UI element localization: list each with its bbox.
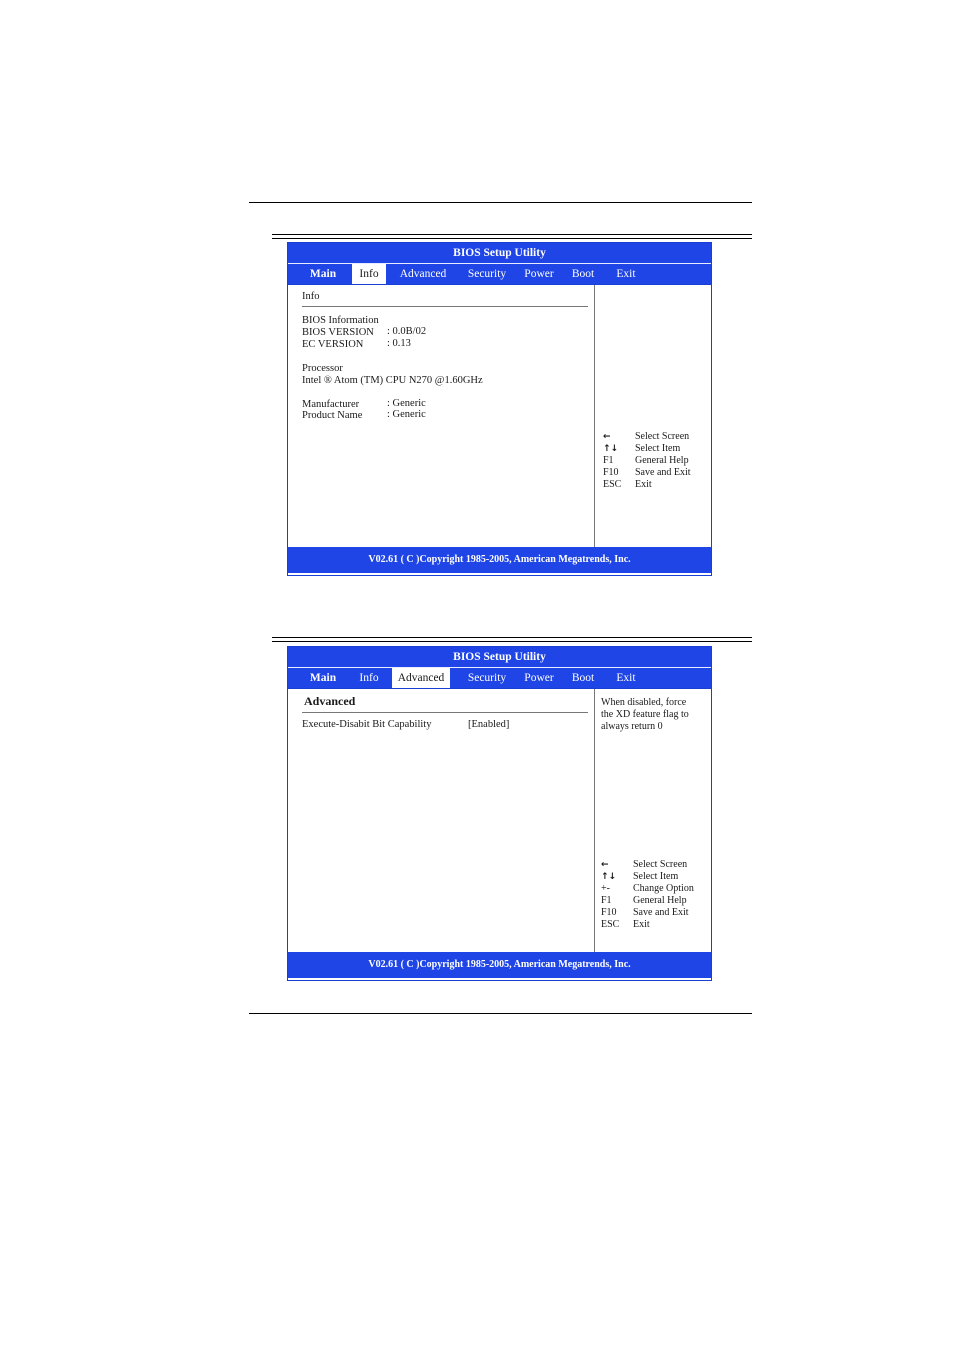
tab-exit[interactable]: Exit [616, 268, 636, 280]
left-arrow-icon: ← [601, 860, 609, 870]
section-title: Info [302, 291, 320, 302]
key-desc: Save and Exit [633, 907, 689, 918]
key-desc: Select Item [635, 443, 681, 454]
section-divider [302, 306, 588, 307]
tab-security[interactable]: Security [467, 672, 507, 684]
key-name: F1 [601, 895, 612, 906]
up-down-arrow-icon: ↑↓ [601, 872, 617, 882]
bios-screen-advanced [287, 646, 712, 981]
help-text-line: the XD feature flag to [601, 709, 689, 720]
figure1-top-rule [272, 234, 752, 239]
bios-info-heading: BIOS Information [302, 315, 379, 326]
key-name: ESC [601, 919, 620, 930]
bios-tab-bar [288, 667, 711, 688]
tab-main[interactable]: Main [309, 268, 337, 280]
section-title: Advanced [304, 694, 356, 708]
help-panel [595, 689, 711, 952]
key-name: F1 [603, 455, 614, 466]
tab-main[interactable]: Main [309, 672, 337, 684]
key-name: F10 [603, 467, 619, 478]
product-name-label: Product Name [302, 410, 363, 421]
bios-title: BIOS Setup Utility [288, 647, 711, 667]
bios-version-label: BIOS VERSION [302, 327, 374, 338]
tab-security[interactable]: Security [467, 268, 507, 280]
section-divider [302, 712, 588, 713]
copyright-footer: V02.61 ( C )Copyright 1985-2005, American Megatrends, Inc. [288, 952, 711, 978]
bios-title: BIOS Setup Utility [288, 243, 711, 263]
tab-advanced[interactable]: Advanced [399, 268, 447, 280]
tab-boot[interactable]: Boot [571, 268, 595, 280]
key-desc: Exit [635, 479, 652, 490]
bios-tab-bar [288, 263, 711, 284]
tab-power[interactable]: Power [524, 268, 554, 280]
key-name: +- [601, 883, 610, 894]
copyright-footer: V02.61 ( C )Copyright 1985-2005, American Megatrends, Inc. [288, 547, 711, 573]
processor-value: Intel ® Atom (TM) CPU N270 @1.60GHz [302, 375, 483, 386]
bios-screen-info [287, 242, 712, 576]
ec-version-value: : 0.13 [387, 338, 411, 349]
up-down-arrow-icon: ↑↓ [603, 444, 619, 454]
product-name-value: : Generic [387, 409, 426, 420]
bios-body [288, 688, 711, 952]
advanced-panel [288, 689, 595, 952]
manufacturer-value: : Generic [387, 398, 426, 409]
tab-exit[interactable]: Exit [616, 672, 636, 684]
tab-boot[interactable]: Boot [571, 672, 595, 684]
tab-power[interactable]: Power [524, 672, 554, 684]
tab-info[interactable]: Info [352, 264, 386, 284]
info-panel [288, 285, 595, 547]
key-name: ESC [603, 479, 622, 490]
tab-advanced[interactable]: Advanced [392, 668, 450, 688]
key-desc: Save and Exit [635, 467, 691, 478]
xd-option-value[interactable]: [Enabled] [468, 719, 510, 730]
help-panel [595, 285, 711, 547]
xd-option-label[interactable]: Execute-Disabit Bit Capability [302, 719, 432, 730]
tab-info[interactable]: Info [359, 672, 379, 684]
figure2-top-rule [272, 637, 752, 642]
bios-body [288, 284, 711, 547]
bios-version-value: : 0.0B/02 [387, 326, 427, 337]
processor-heading: Processor [302, 363, 343, 374]
key-desc: Select Screen [633, 859, 688, 870]
key-name: F10 [601, 907, 617, 918]
left-arrow-icon: ← [603, 432, 611, 442]
help-text-line: When disabled, force [601, 697, 687, 708]
key-desc: General Help [635, 455, 689, 466]
ec-version-label: EC VERSION [302, 339, 364, 350]
key-desc: Exit [633, 919, 650, 930]
key-desc: General Help [633, 895, 687, 906]
help-text-line: always return 0 [601, 721, 663, 732]
page-bottom-rule [249, 1013, 752, 1014]
key-desc: Select Item [633, 871, 679, 882]
key-desc: Select Screen [635, 431, 690, 442]
page-top-rule [249, 202, 752, 203]
key-desc: Change Option [633, 883, 694, 894]
manufacturer-label: Manufacturer [302, 399, 360, 410]
